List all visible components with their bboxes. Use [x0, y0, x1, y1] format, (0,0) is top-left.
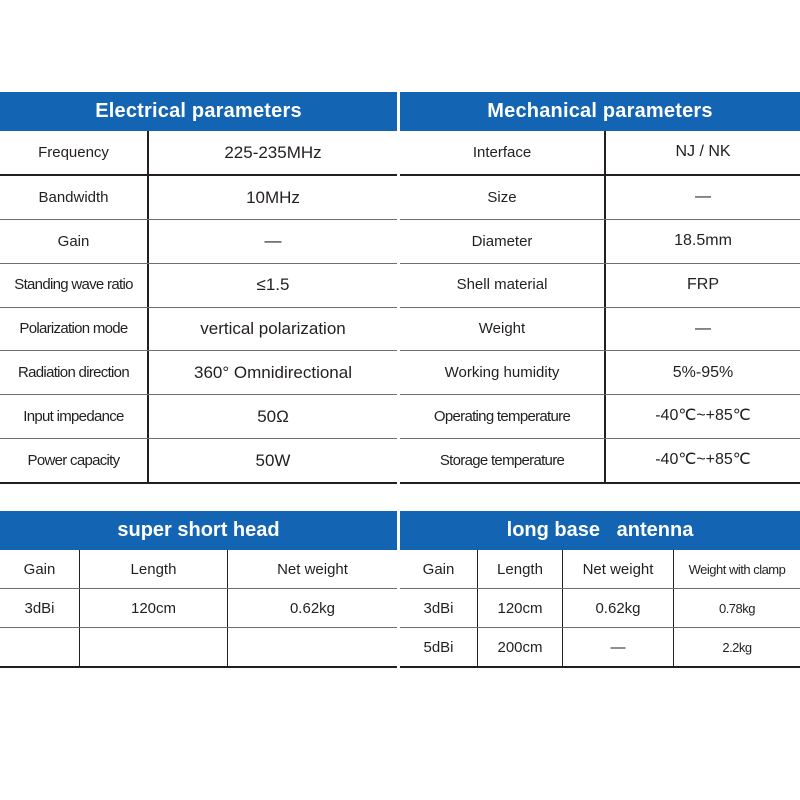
- row-label: Gain: [0, 220, 149, 263]
- row-label: Input impedance: [0, 395, 149, 438]
- row-label: Storage temperature: [400, 439, 606, 482]
- cell-gain: 3dBi: [0, 589, 80, 627]
- row-value: -40℃~+85℃: [655, 451, 751, 469]
- row-value: 18.5mm: [674, 231, 732, 249]
- row-value: -40℃~+85℃: [655, 407, 751, 425]
- table-row: [0, 176, 397, 220]
- row-value: 5%-95%: [672, 363, 734, 381]
- row-label: Frequency: [0, 131, 149, 174]
- table-row: [0, 589, 397, 628]
- row-label: Diameter: [400, 220, 606, 263]
- cell-gain: 5dBi: [400, 628, 478, 666]
- table-row: [0, 264, 397, 308]
- row-value: vertical polarization: [200, 319, 346, 339]
- column-header-net-weight: Net weight: [277, 560, 348, 578]
- table-header-row: [0, 550, 397, 589]
- electrical-parameters-table: [0, 92, 397, 484]
- table-row: [0, 395, 397, 439]
- row-label: Bandwidth: [0, 176, 149, 219]
- table-row: [400, 308, 800, 352]
- row-value: —: [264, 231, 282, 251]
- long-base-antenna-title: long base antenna: [400, 511, 800, 550]
- cell-length: 200cm: [478, 628, 563, 666]
- table-row: [400, 589, 800, 628]
- column-header-net-weight: Net weight: [563, 550, 674, 588]
- row-value: FRP: [687, 275, 719, 293]
- super-short-head-body: [0, 550, 397, 668]
- row-label: Size: [400, 176, 606, 219]
- table-row: [400, 351, 800, 395]
- cell-length: [80, 628, 228, 666]
- row-label: Working humidity: [400, 351, 606, 394]
- electrical-parameters-title: Electrical parameters: [0, 92, 397, 131]
- table-row: [0, 131, 397, 176]
- mechanical-parameters-title: Mechanical parameters: [400, 92, 800, 131]
- row-value: 225-235MHz: [224, 142, 322, 162]
- row-label: Standing wave ratio: [0, 264, 149, 307]
- super-short-head-table: [0, 511, 397, 668]
- cell-net-weight: 0.62kg: [563, 589, 674, 627]
- cell-net-weight: [228, 628, 397, 666]
- row-value: 10MHz: [246, 187, 300, 207]
- cell-net-weight: —: [563, 628, 674, 666]
- table-row: [400, 439, 800, 482]
- table-header-row: [400, 550, 800, 589]
- super-short-head-title: super short head: [0, 511, 397, 550]
- table-row: [400, 176, 800, 220]
- row-label: Power capacity: [0, 439, 149, 482]
- column-header-gain: Gain: [0, 550, 80, 588]
- row-value: 50W: [255, 450, 291, 470]
- row-value: 360° Omnidirectional: [194, 363, 352, 383]
- cell-length: 120cm: [80, 589, 228, 627]
- table-row: [0, 308, 397, 352]
- table-row: [0, 439, 397, 482]
- column-header-weight-with-clamp: Weight with clamp: [688, 561, 786, 577]
- column-header-length: Length: [80, 550, 228, 588]
- row-value: ≤1.5: [256, 275, 290, 295]
- row-value: NJ / NK: [675, 143, 731, 161]
- table-row: [400, 220, 800, 264]
- table-row: [0, 220, 397, 264]
- long-base-antenna-table: [400, 511, 800, 668]
- row-label: Interface: [400, 131, 606, 174]
- cell-net-weight: 0.62kg: [289, 599, 336, 617]
- specification-tables: [0, 92, 800, 484]
- model-tables: [0, 511, 800, 668]
- long-base-antenna-body: [400, 550, 800, 668]
- row-value: —: [695, 188, 711, 206]
- table-row: [400, 395, 800, 439]
- cell-weight-with-clamp: 2.2kg: [722, 639, 752, 655]
- mechanical-parameters-body: [400, 131, 800, 484]
- column-header-length: Length: [478, 550, 563, 588]
- table-row: [400, 264, 800, 308]
- row-value: —: [695, 319, 711, 337]
- row-label: Polarization mode: [0, 308, 149, 351]
- column-header-gain: Gain: [400, 550, 478, 588]
- mechanical-parameters-table: [400, 92, 800, 484]
- cell-length: 120cm: [478, 589, 563, 627]
- cell-gain: [0, 628, 80, 666]
- cell-weight-with-clamp: 0.78kg: [718, 600, 756, 616]
- row-label: Shell material: [400, 264, 606, 307]
- table-row: [0, 351, 397, 395]
- table-row: [400, 628, 800, 666]
- electrical-parameters-body: [0, 131, 397, 484]
- table-row: [0, 628, 397, 666]
- row-label: Radiation direction: [0, 351, 149, 394]
- cell-gain: 3dBi: [400, 589, 478, 627]
- row-label: Weight: [400, 308, 606, 351]
- row-label: Operating temperature: [400, 395, 606, 438]
- row-value: 50Ω: [257, 406, 289, 426]
- table-row: [400, 131, 800, 176]
